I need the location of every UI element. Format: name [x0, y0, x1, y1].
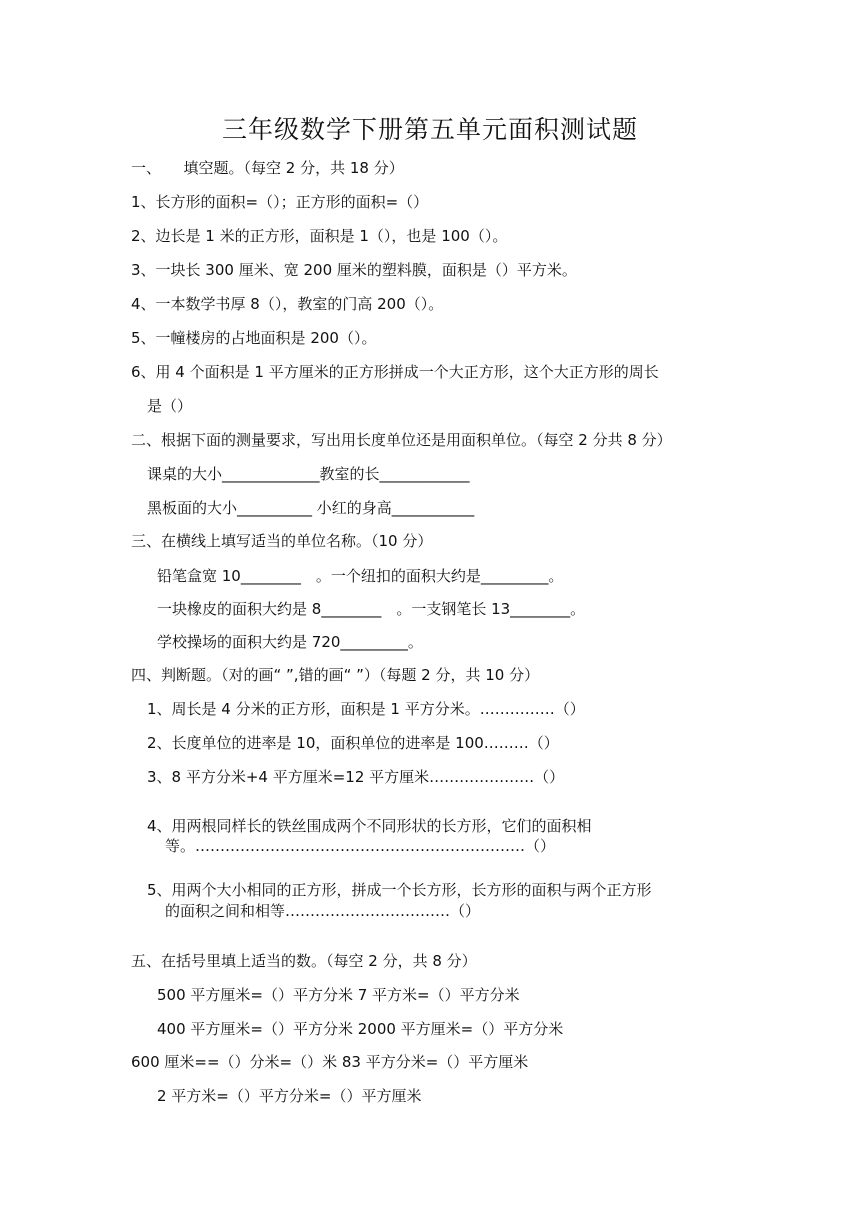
s4-question-4-line2: 等。…………………………………………………………（）: [165, 837, 556, 855]
section5-heading: 五、在括号里填上适当的数。（每空 2 分，共 8 分）: [131, 952, 477, 970]
s4-question-2: 2、长度单位的进率是 10，面积单位的进率是 100………（）: [147, 734, 559, 752]
section2-heading: 二、根据下面的测量要求，写出用长度单位还是用面积单位。（每空 2 分共 8 分）: [131, 431, 672, 449]
s5-row-2: 400 平方厘米=（）平方分米 2000 平方厘米=（）平方分米: [157, 1020, 564, 1038]
page-title: 三年级数学下册第五单元面积测试题: [221, 115, 638, 144]
s4-question-4-line1: 4、用两根同样长的铁丝围成两个不同形状的长方形，它们的面积相: [147, 817, 592, 835]
s2-row-1: 课桌的大小_____________教室的长____________: [147, 465, 470, 483]
s3-row-1: 铅笔盒宽 10________ 。一个纽扣的面积大约是_________。: [157, 567, 564, 585]
s1-question-6-line1: 6、用 4 个面积是 1 平方厘米的正方形拼成一个大正方形，这个大正方形的周长: [131, 363, 659, 381]
s4-question-5-line2: 的面积之间和相等……………………………（）: [165, 902, 481, 920]
s1-question-6-line2: 是（）: [147, 397, 193, 415]
s1-question-1: 1、长方形的面积=（）；正方形的面积=（）: [131, 193, 429, 211]
s3-row-2: 一块橡皮的面积大约是 8________ 。一支钢笔长 13________。: [157, 600, 586, 618]
s1-question-2: 2、边长是 1 米的正方形，面积是 1（），也是 100（）。: [131, 227, 508, 245]
s2-row-2: 黑板面的大小__________ 小红的身高___________: [147, 499, 475, 517]
section1-heading: 一、 填空题。（每空 2 分，共 18 分）: [131, 159, 404, 177]
s4-question-1: 1、周长是 4 分米的正方形，面积是 1 平方分米。……………（）: [147, 700, 585, 718]
s1-question-3: 3、一块长 300 厘米、宽 200 厘米的塑料膜，面积是（）平方米。: [131, 261, 577, 279]
s1-question-4: 4、一本数学书厚 8（），教室的门高 200（）。: [131, 295, 444, 313]
s5-row-3: 600 厘米==（）分米=（）米 83 平方分米=（）平方厘米: [131, 1053, 529, 1071]
s5-row-1: 500 平方厘米=（）平方分米 7 平方米=（）平方分米: [157, 986, 520, 1004]
s3-row-3: 学校操场的面积大约是 720_________。: [157, 633, 423, 651]
s5-row-4: 2 平方米=（）平方分米=（）平方厘米: [157, 1087, 422, 1105]
s4-question-3: 3、8 平方分米+4 平方厘米=12 平方厘米…………………（）: [147, 768, 565, 786]
section4-heading: 四、判断题。（对的画“ ”,错的画“ ”）（每题 2 分，共 10 分）: [131, 666, 540, 684]
s4-question-5-line1: 5、用两个大小相同的正方形，拼成一个长方形，长方形的面积与两个正方形: [147, 881, 652, 899]
s1-question-5: 5、一幢楼房的占地面积是 200（）。: [131, 329, 377, 347]
section3-heading: 三、在横线上填写适当的单位名称。（10 分）: [131, 532, 433, 550]
